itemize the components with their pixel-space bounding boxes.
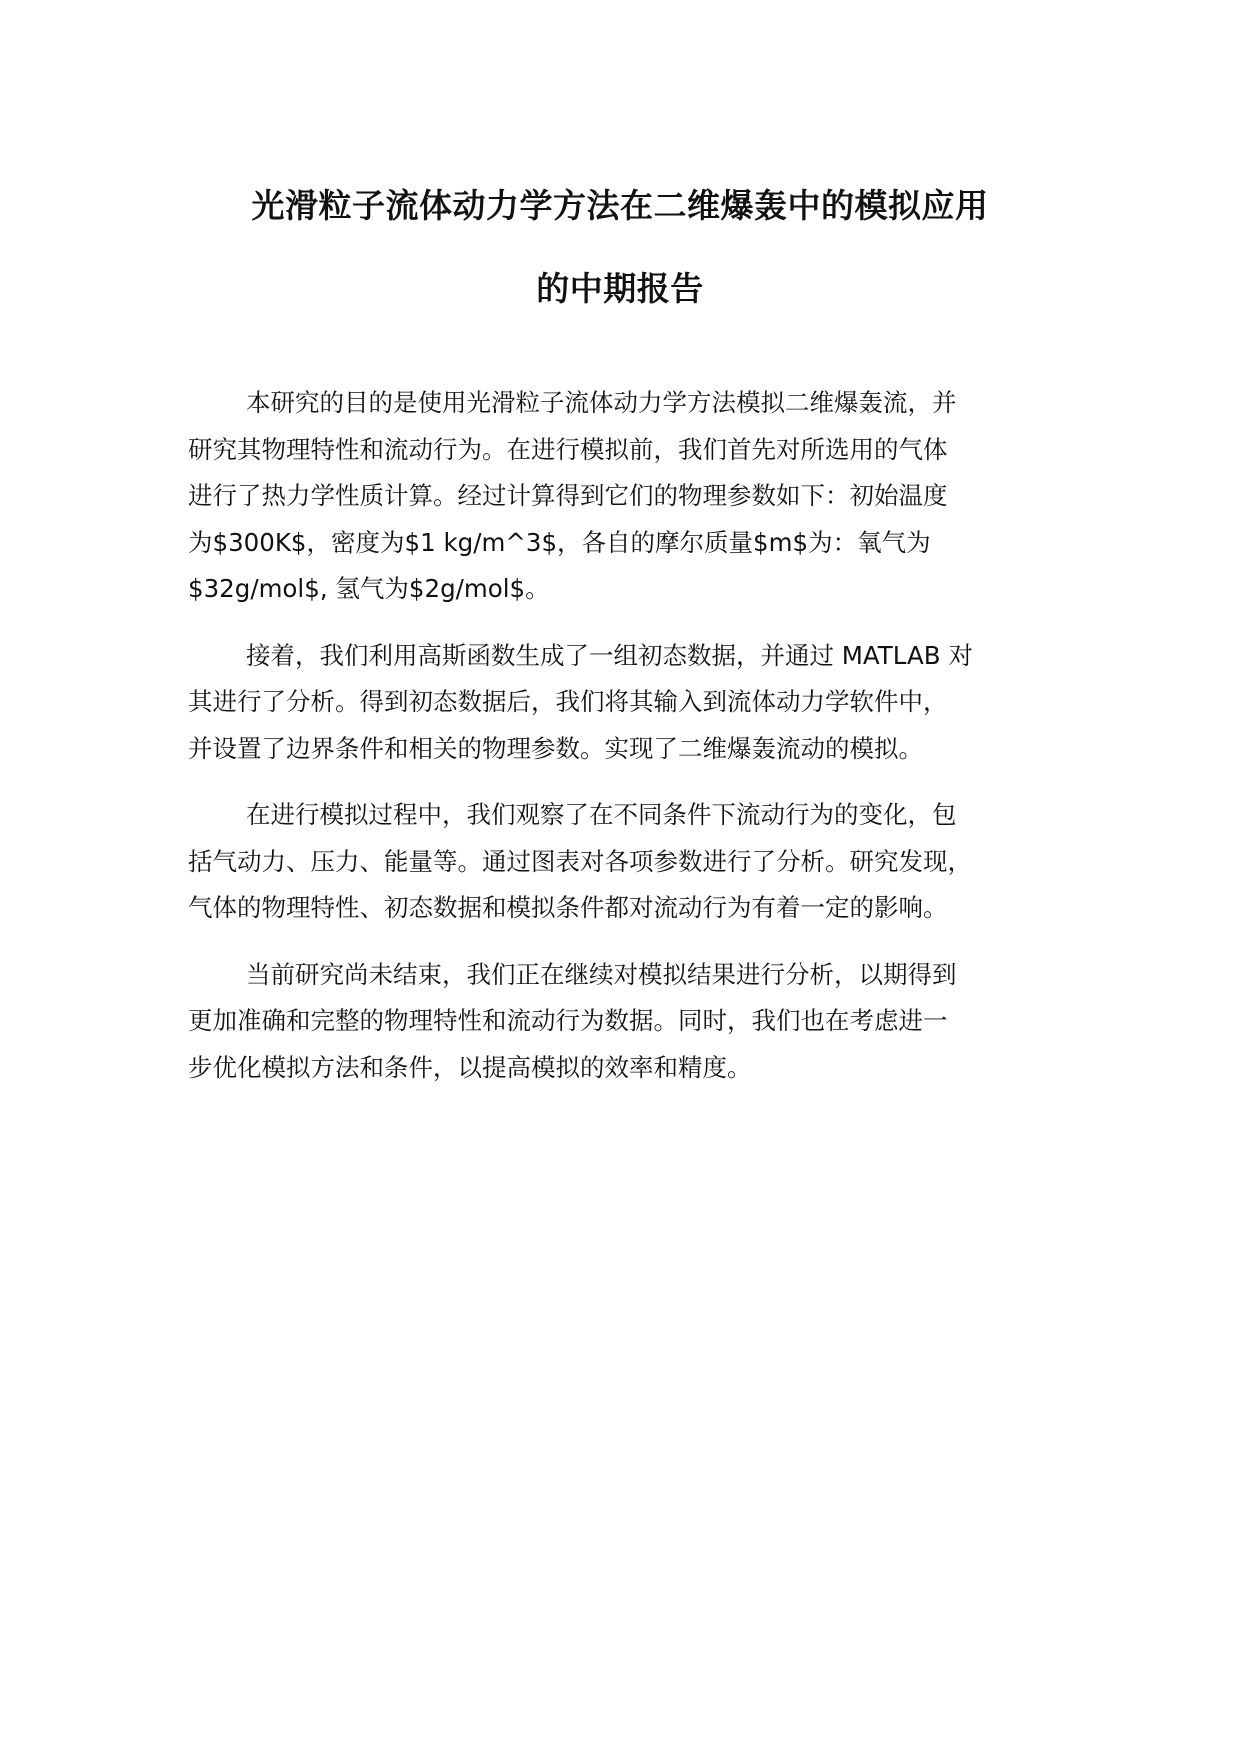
paragraph-4 [188, 952, 1088, 1092]
paragraph-line: 本研究的目的是使用光滑粒子流体动力学方法模拟二维爆轰流，并 [246, 388, 957, 417]
document-title-line-1: 光滑粒子流体动力学方法在二维爆轰中的模拟应用 [251, 186, 989, 225]
paragraph-line: 接着，我们利用高斯函数生成了一组初态数据，并通过 MATLAB 对 [246, 640, 973, 670]
paragraph-line: 研究其物理特性和流动行为。在进行模拟前，我们首先对所选用的气体 [188, 434, 948, 464]
paragraph-line: 其进行了分析。得到初态数据后，我们将其输入到流体动力学软件中， [188, 687, 948, 716]
paragraph-3 [188, 792, 1088, 932]
paragraph-line: 气体的物理特性、初态数据和模拟条件都对流动行为有着一定的影响。 [188, 893, 948, 922]
paragraph-line: 更加准确和完整的物理特性和流动行为数据。同时，我们也在考虑进一 [188, 1006, 948, 1035]
paragraph-2 [188, 633, 1088, 773]
paragraph-line: 为$300K$，密度为$1 kg/m^3$，各自的摩尔质量$m$为：氧气为 [188, 527, 931, 557]
paragraph-line: $32g/mol$, 氢气为$2g/mol$。 [188, 574, 550, 603]
paragraph-line: 进行了热力学性质计算。经过计算得到它们的物理参数如下：初始温度 [188, 481, 948, 510]
paragraph-1 [188, 380, 1088, 613]
paragraph-line: 在进行模拟过程中，我们观察了在不同条件下流动行为的变化，包 [246, 800, 957, 829]
paragraph-line: 并设置了边界条件和相关的物理参数。实现了二维爆轰流动的模拟。 [188, 733, 923, 763]
document-body [188, 380, 1088, 1111]
paragraph-line: 步优化模拟方法和条件，以提高模拟的效率和精度。 [188, 1052, 752, 1082]
document-title-line-2: 的中期报告 [536, 269, 704, 308]
paragraph-line: 当前研究尚未结束，我们正在继续对模拟结果进行分析，以期得到 [246, 959, 957, 989]
paragraph-line: 括气动力、压力、能量等。通过图表对各项参数进行了分析。研究发现， [188, 846, 972, 876]
